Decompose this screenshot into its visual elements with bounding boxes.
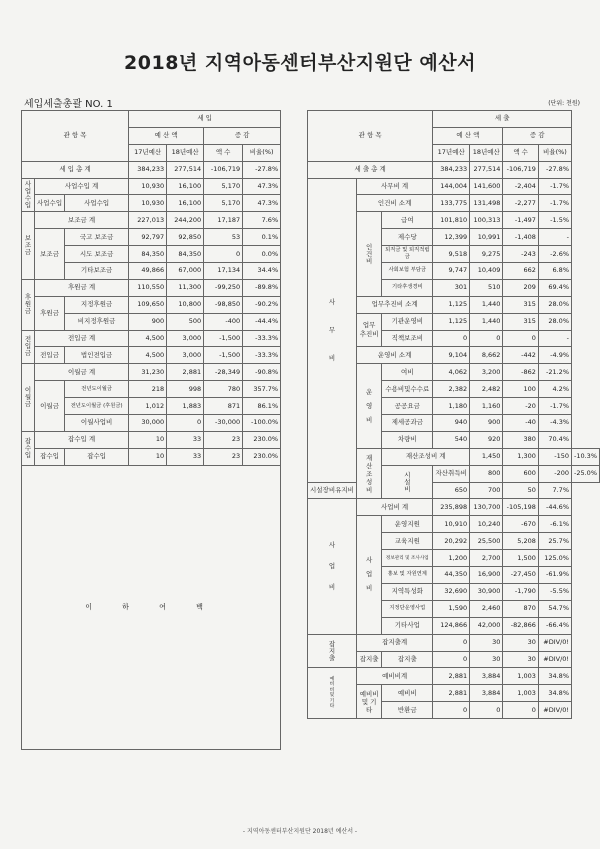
group-label: 사 무 비 (308, 178, 357, 482)
y18-header: 18년예산 (167, 144, 204, 161)
budget-header: 예 산 액 (433, 127, 503, 144)
table-row: 세 입 총 계 384,233 277,514 -106,719 -27.8% (22, 161, 281, 178)
table-subtitle: 세입세출총괄 NO. 1 (24, 99, 113, 110)
ratio-header: 비율(%) (538, 144, 571, 161)
table-row: 잡지출 잡지출 0 30 30 #DIV/0! (308, 651, 600, 668)
table-row: 사 무 비 사무비 계 144,004 141,600 -2,404 -1.7% (308, 178, 600, 195)
table-row: 전년도이월금 (후원금) 1,012 1,883 871 86.1% (22, 398, 281, 415)
table-row: 전입금 법인전입금 4,500 3,000 -1,500 -33.3% (22, 347, 281, 364)
amount-header: 액 수 (204, 144, 243, 161)
change-header: 증 감 (204, 127, 281, 144)
table-row: 사 업 비 운영지원 10,910 10,240 -670 -6.1% (308, 516, 600, 533)
ratio-header: 비율(%) (243, 144, 281, 161)
table-row: 홍보 및 자원연계 44,350 16,900 -27,450 -61.9% (308, 567, 600, 584)
category-header: 관 항 목 (22, 111, 129, 162)
table-row: 운영비 소계 9,104 8,662 -442 -4.9% (308, 347, 600, 364)
table-row: 사 업 수 입 사업수입 계 10,930 16,100 5,170 47.3% (22, 178, 281, 195)
page-title: 2018년 지역아동센터부산지원단 예산서 (124, 52, 476, 74)
table-row: 잡 수 입 잡수입 계 10 33 23 230.0% (22, 431, 281, 448)
table-row: 잡 지 출 잡지출계 0 30 30 #DIV/0! (308, 634, 600, 651)
group-label: 후 원 금 (22, 279, 35, 330)
table-row: 업무추진비 소계 1,125 1,440 315 28.0% (308, 296, 600, 313)
table-row: 잡수입 잡수입 10 33 23 230.0% (22, 448, 281, 465)
group-label: 보 조 금 (22, 212, 35, 280)
table-row: 시도 보조금 84,350 84,350 0 0.0% (22, 246, 281, 263)
group-label: 잡 지 출 (308, 634, 357, 668)
table-row: 인 건 비 급여 101,810 100,313 -1,497 -1.5% (308, 212, 600, 229)
table-row: 지역특성화 32,690 30,900 -1,790 -5.5% (308, 583, 600, 600)
table-row: 정보관리 및 조사사업 1,200 2,700 1,500 125.0% (308, 550, 600, 567)
y17-header: 17년예산 (129, 144, 167, 161)
group-label: 재 산 조 성 비 (356, 448, 381, 499)
table-row: 퇴직금 및 퇴직적립금 9,518 9,275 -243 -2.6% (308, 246, 600, 263)
subgroup-label: 운 영 비 (356, 364, 381, 448)
table-row: 운 영 비 여비 4,062 3,200 -862 -21.2% (308, 364, 600, 381)
group-label: 전 입 금 (22, 330, 35, 364)
expense-table (307, 110, 600, 719)
table-row: 보 조 금 보조금 계 227,013 244,200 17,187 7.6% (22, 212, 281, 229)
income-header: 세 입 (129, 111, 281, 128)
table-row: 후 원 금 후원금 계 110,550 11,300 -99,250 -89.8% (22, 279, 281, 296)
change-header: 증 감 (503, 127, 572, 144)
expense-header: 세 출 (433, 111, 572, 128)
table-row: 전 입 금 전입금 계 4,500 3,000 -1,500 -33.3% (22, 330, 281, 347)
table-row: 사업수입 사업수입 10,930 16,100 5,170 47.3% (22, 195, 281, 212)
table-row: 업무 추진비 기관운영비 1,125 1,440 315 28.0% (308, 313, 600, 330)
income-table (21, 110, 281, 750)
table-row: 차량비 540 920 380 70.4% (308, 431, 600, 448)
group-label: 잡 수 입 (22, 431, 35, 465)
table-row: 제세공과금 940 900 -40 -4.3% (308, 415, 600, 432)
table-row: 기타사업 124,866 42,000 -82,866 -66.4% (308, 617, 600, 634)
table-row: 비지정후원금 900 500 -400 -44.4% (22, 313, 281, 330)
table-row: 반환금 0 0 0 #DIV/0! (308, 702, 600, 719)
category-header: 관 항 목 (308, 111, 433, 162)
table-row: 직책보조비 0 0 0 - (308, 330, 600, 347)
table-row: 교육지원 20,292 25,500 5,208 25.7% (308, 533, 600, 550)
group-label: 이 월 금 (22, 364, 35, 432)
table-row: 사 업 비 사업비 계 235,898 130,700 -105,198 -44.6% (308, 499, 600, 516)
table-row: 공공요금 1,180 1,160 -20 -1.7% (308, 398, 600, 415)
table-row: 사회보험 부담금 9,747 10,409 662 6.8% (308, 263, 600, 280)
group-label: 예 비 비 및 기 타 (308, 668, 357, 719)
table-row: 수용비및수수료 2,382 2,482 100 4.2% (308, 381, 600, 398)
table-row: 후원금 지정후원금 109,650 10,800 -98,850 -90.2% (22, 296, 281, 313)
group-label: 사 업 수 입 (22, 178, 35, 212)
table-row: 제수당 12,399 10,991 -1,408 - (308, 229, 600, 246)
table-row: 기타보조금 49,866 67,000 17,134 34.4% (22, 263, 281, 280)
blank-note: 이 하 여 백 (22, 465, 281, 749)
table-row: 지정단운영사업 1,590 2,460 870 54.7% (308, 600, 600, 617)
table-row: 보조금 국고 보조금 92,797 92,850 53 0.1% (22, 229, 281, 246)
table-row: 기타후생경비 301 510 209 69.4% (308, 279, 600, 296)
table-row: 이 월 금 이월금 계 31,230 2,881 -28,349 -90.8% (22, 364, 281, 381)
y17-header: 17년예산 (433, 144, 470, 161)
table-row: 이월금 전년도이월금 218 998 780 357.7% (22, 381, 281, 398)
subgroup-label: 시 설 비 (382, 465, 433, 499)
table-row: 세 출 총 계 384,233 277,514 -106,719 -27.8% (308, 161, 600, 178)
amount-header: 액 수 (503, 144, 538, 161)
table-row: 재 산 조 성 비 재산조성비 계 1,450 1,300 -150 -10.3% (308, 448, 600, 465)
group-label: 사 업 비 (308, 499, 357, 634)
subgroup-label: 사 업 비 (356, 516, 381, 634)
table-row: 예 비 비 및 기 타 예비비계 2,881 3,884 1,003 34.8% (308, 668, 600, 685)
subgroup-label: 업무 추진비 (356, 313, 381, 347)
table-row: 시설장비유지비 650 700 50 7.7% (308, 482, 600, 499)
page-footer: - 지역아동센터부산지원단 2018년 예산서 - (242, 828, 358, 835)
table-row: 인건비 소계 133,775 131,498 -2,277 -1.7% (308, 195, 600, 212)
table-row: 예비비 및 기타 예비비 2,881 3,884 1,003 34.8% (308, 685, 600, 702)
y18-header: 18년예산 (470, 144, 503, 161)
unit-label: (단위: 천원) (548, 100, 580, 107)
subgroup-label: 인 건 비 (356, 212, 381, 296)
table-row: 이월사업비 30,000 0 -30,000 -100.0% (22, 415, 281, 432)
budget-header: 예 산 액 (129, 127, 204, 144)
table-row: 시 설 비 자산취득비 800 600 -200 -25.0% (308, 465, 600, 482)
